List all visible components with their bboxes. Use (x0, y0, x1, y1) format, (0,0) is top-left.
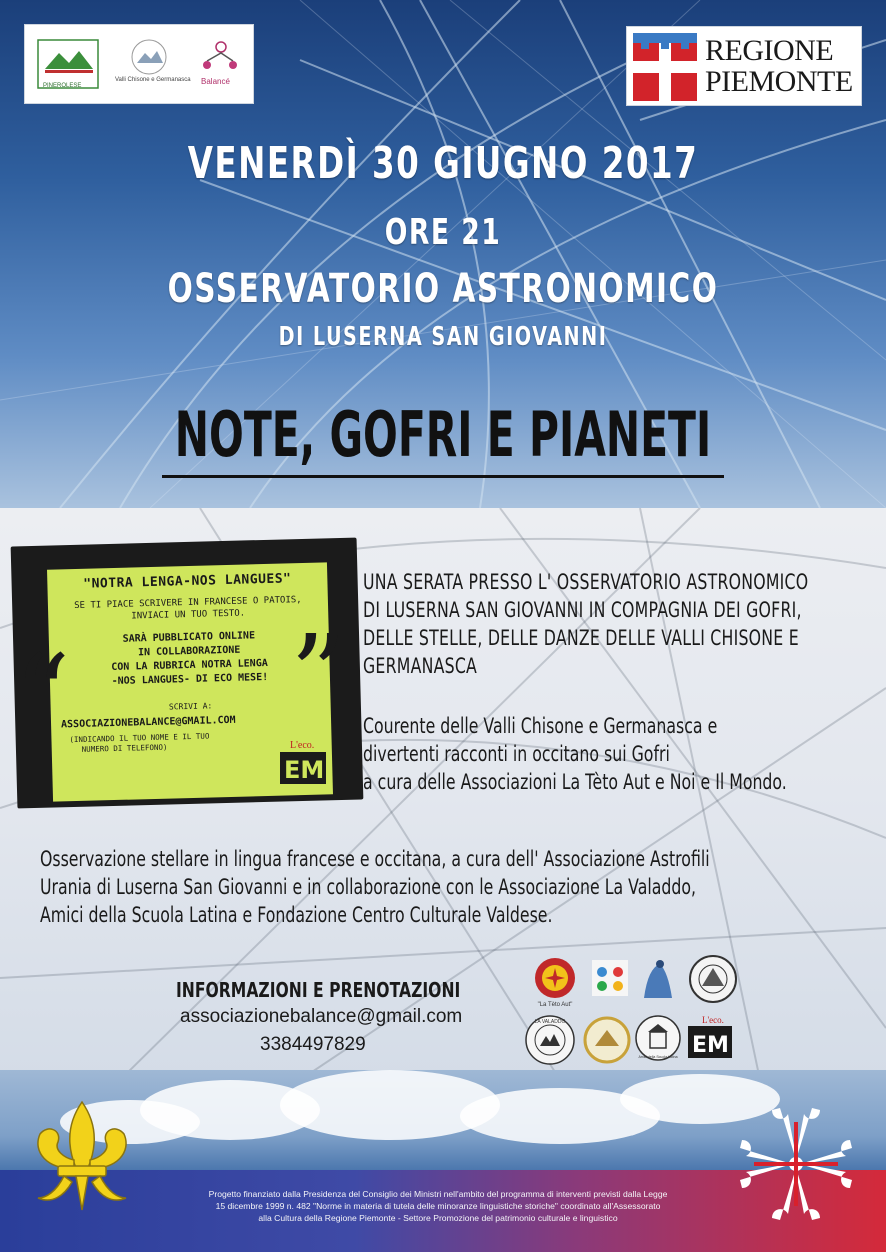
description-line: Courente delle Valli Chisone e Germanasca e (363, 714, 718, 738)
regione-text (705, 35, 861, 97)
description-text (363, 712, 787, 796)
card-line: SE TI PIACE SCRIVERE IN FRANCESE O PATOIS, (74, 595, 302, 612)
event-title: NOTE, GOFRI E PIANETI (174, 398, 712, 471)
regione-line2: PIEMONTE (705, 65, 853, 98)
pinerolese-logo (37, 39, 99, 89)
card-note: NUMERO DI TELEFONO) (81, 742, 168, 754)
card-note: (INDICANDO IL TUO NOME E IL TUO (69, 731, 210, 745)
occitan-cross-icon (736, 1104, 856, 1224)
piemonte-flag-icon (633, 33, 697, 101)
scuola-latina-logo (634, 1014, 682, 1062)
astrofili-urania-logo (688, 954, 738, 1004)
noi-e-il-mondo-logo (590, 958, 630, 998)
balance-logo (193, 35, 245, 95)
intro-line: DI LUSERNA SAN GIOVANNI IN COMPAGNIA DEI GOFRI, (363, 598, 802, 622)
intro-line: DELLE STELLE, DELLE DANZE DELLE VALLI CHISONE E (363, 626, 799, 650)
observation-line: Amici della Scuola Latina e Fondazione Centro Culturale Valdese. (40, 903, 553, 927)
title-underline (162, 475, 724, 478)
eco-mese-top-text: L'eco. (290, 740, 315, 751)
card-email: ASSOCIAZIONEBALANCE@GMAIL.COM (60, 714, 236, 731)
info-title: INFORMAZIONI E PRENOTAZIONI (176, 978, 461, 1002)
regione-piemonte-logo (626, 26, 862, 106)
card-write-to: SCRIVI A: (168, 701, 213, 712)
intro-line: UNA SERATA PRESSO L' OSSERVATORIO ASTRONOMICO (363, 570, 809, 594)
observation-line: Osservazione stellare in lingua francese e occitana, a cura dell' Associazione Astrofili (40, 847, 710, 871)
close-quote-icon: ” (290, 611, 347, 739)
scuola-caption: Amici della Scuola Latina (638, 1055, 678, 1059)
info-email[interactable]: associazionebalance@gmail.com (180, 1006, 463, 1027)
card-line: INVIACI UN TUO TESTO. (131, 608, 246, 622)
card-line: CON LA RUBRICA NOTRA LENGA (111, 657, 268, 674)
eco-mese-logo (278, 738, 328, 786)
event-date: VENERDÌ 30 GIUGNO 2017 (187, 138, 699, 189)
balance-dance-logo (634, 958, 682, 1002)
info-phone[interactable]: 3384497829 (260, 1034, 366, 1055)
footer-line: alla Cultura della Regione Piemonte - Settore Promozione del patrimonio culturale e linguistico (258, 1213, 618, 1223)
card-line: SARÀ PUBBLICATO ONLINE (122, 630, 256, 645)
description-line: divertenti racconti in occitano sui Gofri (363, 742, 670, 766)
intro-text (363, 568, 808, 680)
valli-caption: Valli Chisone e Germanasca (115, 77, 191, 83)
observation-text (40, 845, 710, 929)
fleur-de-lis-icon (28, 1098, 136, 1216)
la-valaddo-logo (524, 1014, 576, 1066)
observation-line: Urania di Luserna San Giovanni e in collaborazione con le Associazione La Valaddo, (40, 875, 697, 899)
regione-line1: REGIONE (705, 34, 834, 67)
card-line: -NOS LANGUES- DI ECO MESE! (111, 671, 269, 688)
teto-aut-caption: "La Tèto Aut" (537, 1002, 573, 1008)
event-place: OSSERVATORIO ASTRONOMICO (167, 266, 719, 312)
pinerolese-caption: PINEROLESE (43, 83, 82, 89)
event-time: ORE 21 (384, 212, 502, 253)
eco-mese-partner-top: L'eco. (702, 1015, 724, 1025)
valaddo-caption: LA VALADDO (534, 1019, 566, 1025)
intro-line: GERMANASCA (363, 654, 478, 678)
open-quote-icon: “ (14, 631, 71, 759)
valli-logo (117, 35, 181, 95)
teto-aut-logo (524, 956, 586, 1008)
eco-mese-partner-logo (686, 1014, 734, 1060)
balance-caption: Balancé (201, 77, 230, 86)
footer-line: Progetto finanziato dalla Presidenza del Consiglio dei Ministri nell'ambito del programma di interventi previsti dalla Legge (208, 1189, 668, 1199)
description-line: a cura delle Associazioni La Tèto Aut e Noi e Il Mondo. (363, 770, 787, 794)
card-line: IN COLLABORAZIONE (137, 644, 241, 659)
footer-line: 15 dicembre 1999 n. 482 "Norme in materia di tutela delle minoranze linguistiche storiche" coordinato all'Assessorato (215, 1201, 661, 1211)
eco-mese-mark: EM (284, 756, 325, 784)
footer-disclaimer (158, 1188, 718, 1224)
card-title: "NOTRA LENGA-NOS LANGUES" (83, 571, 292, 592)
eco-mese-partner-mark: EM (692, 1033, 729, 1058)
fondazione-logo (582, 1014, 632, 1066)
sponsor-logos-box (24, 24, 254, 104)
event-town: DI LUSERNA SAN GIOVANNI (278, 322, 608, 352)
